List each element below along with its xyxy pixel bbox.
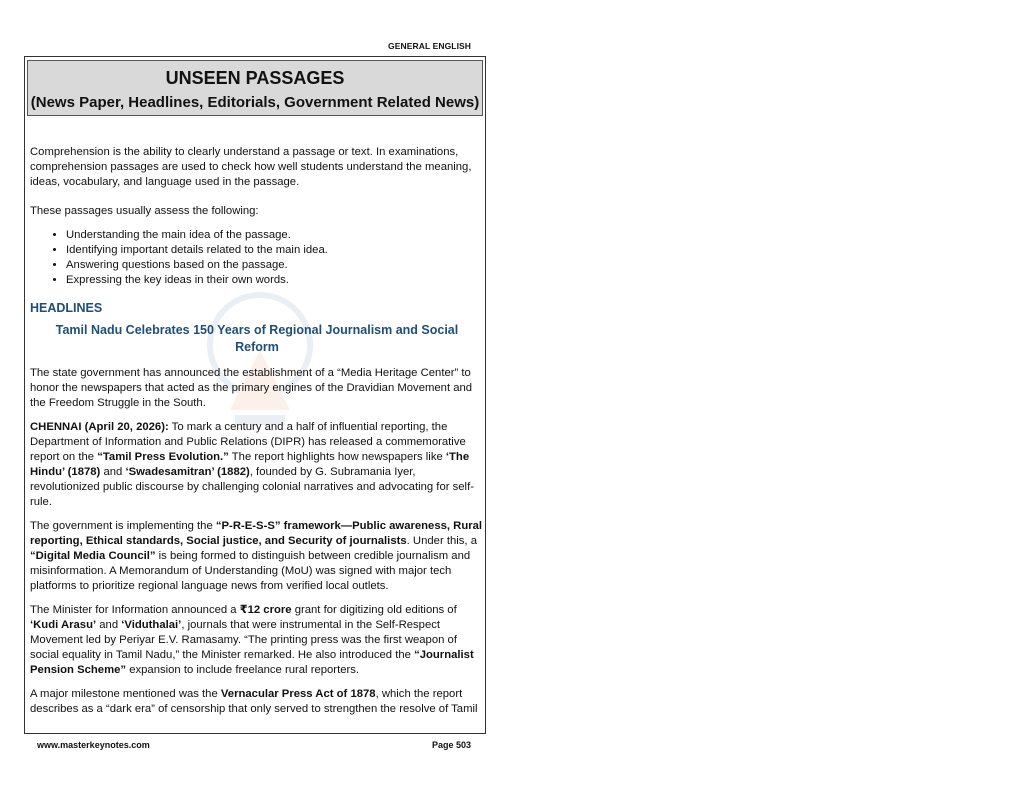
text-run: . Under this, a xyxy=(406,535,477,547)
text-run: , which the report describes as a “dark era” of censorship that only served to strengthen the resolve of Tamil xyxy=(30,688,478,715)
title-box xyxy=(27,60,483,116)
article-paragraph xyxy=(30,519,484,594)
bold-run: “P-R-E-S-S” framework—Public awareness, Rural reporting, Ethical standards, Social justice, and Security of journalists xyxy=(30,520,483,547)
article-lead: The state government has announced the establishment of a “Media Heritage Center” to honor the newspapers that acted as the primary engines of the Dravidian Movement and the Freedom Struggle in the South. xyxy=(30,367,473,409)
bold-run: ‘The Hindu’ (1878) xyxy=(30,451,470,478)
page-subtitle: (News Paper, Headlines, Editorials, Government Related News) xyxy=(30,94,480,111)
intro-lead-in: These passages usually assess the following: xyxy=(30,205,259,217)
text-run: , journals that were instrumental in the Self-Respect Movement led by Periyar E.V. Ramasamy. “The printing press was the first weapon of social equality in Tamil Nadu,” the Minister remarked. He also introduced the xyxy=(30,619,457,661)
list-item: • Understanding the main idea of the passage. xyxy=(66,228,484,243)
assessment-list xyxy=(30,228,484,288)
bold-run: ‘Swadesamitran’ (1882) xyxy=(125,466,250,478)
subject-header: GENERAL ENGLISH xyxy=(388,41,472,51)
text-run: To mark a century and a half of influential reporting, the Department of Information and Public Relations (DIPR) has released a commemorative report on the xyxy=(30,421,466,463)
text-run: The report highlights how newspapers like xyxy=(228,451,446,463)
article-paragraph xyxy=(30,603,484,678)
bold-run: “Journalist Pension Scheme” xyxy=(30,649,474,676)
page-title: UNSEEN PASSAGES xyxy=(165,68,345,88)
text-run: grant for digitizing old editions of xyxy=(291,604,457,616)
bold-run: “Tamil Press Evolution.” xyxy=(97,451,229,463)
text-run: and xyxy=(100,466,126,478)
section-label: HEADLINES xyxy=(30,301,103,315)
bold-run: “Digital Media Council” xyxy=(30,550,156,562)
article-paragraph xyxy=(30,420,484,510)
bold-run: Vernacular Press Act of 1878 xyxy=(220,688,376,700)
text-run: The Minister for Information announced a xyxy=(30,604,240,616)
page-number: Page 503 xyxy=(432,740,472,750)
text-run: is being formed to distinguish between credible journalism and misinformation. A Memorandum of Understanding (MoU) was signed with major tech platforms to prioritize regional language news from verified local outlets. xyxy=(30,550,471,592)
text-run: , founded by G. Subramania Iyer, revolutionized public discourse by challenging colonial narratives and advocating for self-rule. xyxy=(30,466,474,508)
list-item: • Identifying important details related to the main idea. xyxy=(66,243,484,258)
bold-run: ₹12 crore xyxy=(239,604,292,616)
text-run: expansion to include freelance rural reporters. xyxy=(126,664,360,676)
footer-website: www.masterkeynotes.com xyxy=(37,740,150,750)
dateline: CHENNAI (April 20, 2026): xyxy=(30,421,169,433)
intro-paragraph: Comprehension is the ability to clearly understand a passage or text. In examinations, comprehension passages are used to check how well students understand the meaning, ideas, vocabulary, and language used in the passage. xyxy=(30,146,472,188)
bold-run: ‘Viduthalai’ xyxy=(121,619,182,631)
text-run: and xyxy=(96,619,122,631)
article-paragraph xyxy=(30,687,484,717)
main-content xyxy=(30,145,484,726)
list-item: • Expressing the key ideas in their own words. xyxy=(66,273,484,288)
text-run: A major milestone mentioned was the xyxy=(30,688,221,700)
bold-run: ‘Kudi Arasu’ xyxy=(30,619,97,631)
text-run: The government is implementing the xyxy=(30,520,216,532)
list-item: • Answering questions based on the passage. xyxy=(66,258,484,273)
headline-title: Tamil Nadu Celebrates 150 Years of Regional Journalism and Social Reform xyxy=(55,323,459,354)
